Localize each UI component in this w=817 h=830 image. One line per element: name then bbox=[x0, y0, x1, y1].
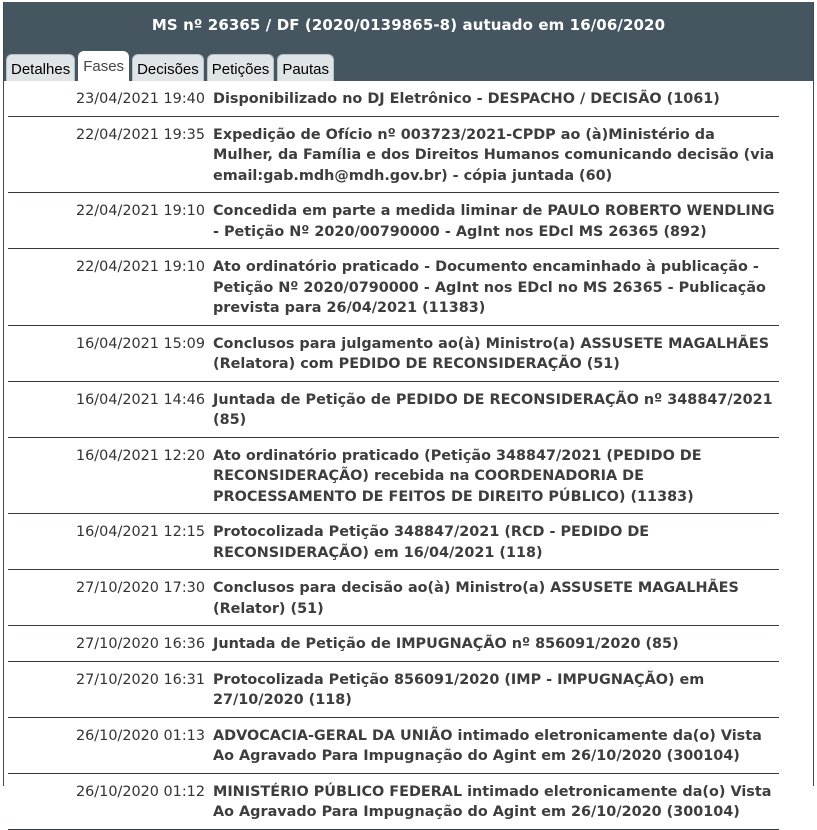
phase-row bbox=[8, 81, 779, 117]
phase-row bbox=[8, 774, 779, 830]
phase-row bbox=[8, 626, 779, 662]
phase-row bbox=[8, 326, 779, 382]
phase-description: Conclusos para decisão ao(à) Ministro(a) ASSUSETE MAGALHÃES (Relator) (51) bbox=[213, 580, 739, 617]
phase-row bbox=[8, 514, 779, 570]
phase-date: 16/04/2021 12:15 bbox=[76, 524, 205, 540]
phase-date: 22/04/2021 19:10 bbox=[76, 203, 205, 219]
phase-description: Ato ordinatório praticado - Documento encaminhado à publicação - Petição Nº 2020/0790000 - AgInt nos EDcl no MS 26365 - Publicação prevista para 26/04/2021 (11383) bbox=[213, 259, 766, 316]
tab-fases[interactable]: Fases bbox=[78, 51, 129, 81]
tab-peticoes[interactable]: Petições bbox=[207, 54, 275, 81]
phase-row bbox=[8, 249, 779, 326]
phase-date: 16/04/2021 15:09 bbox=[76, 335, 205, 352]
phase-date: 22/04/2021 19:35 bbox=[76, 126, 205, 143]
phase-date: 23/04/2021 19:40 bbox=[76, 91, 205, 107]
phase-description: Protocolizada Petição 856091/2020 (IMP - IMPUGNAÇÃO) em 27/10/2020 (118) bbox=[213, 671, 705, 708]
phase-description: Protocolizada Petição 348847/2021 (RCD - PEDIDO DE RECONSIDERAÇÃO) em 16/04/2021 (118) bbox=[213, 524, 650, 561]
phase-row bbox=[8, 662, 779, 718]
phase-date: 22/04/2021 19:10 bbox=[76, 259, 205, 275]
phase-date: 16/04/2021 12:20 bbox=[76, 447, 205, 464]
tab-pautas[interactable]: Pautas bbox=[277, 54, 334, 81]
tab-detalhes[interactable]: Detalhes bbox=[6, 54, 75, 81]
phase-date: 16/04/2021 14:46 bbox=[76, 391, 205, 408]
phase-description: Disponibilizado no DJ Eletrônico - DESPACHO / DECISÃO (1061) bbox=[213, 91, 720, 107]
phase-row bbox=[8, 570, 779, 626]
phase-date: 26/10/2020 01:12 bbox=[76, 783, 205, 800]
phase-description: MINISTÉRIO PÚBLICO FEDERAL intimado eletronicamente da(o) Vista Ao Agravado Para Impugnação do Agint em 26/10/2020 (300104) bbox=[213, 783, 772, 820]
process-panel bbox=[3, 2, 814, 820]
phase-row bbox=[8, 193, 779, 249]
phase-description: Juntada de Petição de PEDIDO DE RECONSIDERAÇÃO nº 348847/2021 (85) bbox=[213, 391, 773, 428]
phases-list bbox=[4, 81, 813, 830]
phase-date: 27/10/2020 16:36 bbox=[76, 636, 205, 652]
phase-description: Conclusos para julgamento ao(à) Ministro(a) ASSUSETE MAGALHÃES (Relatora) com PEDIDO DE RECONSIDERAÇÃO (51) bbox=[213, 335, 770, 372]
phase-date: 26/10/2020 01:13 bbox=[76, 727, 205, 744]
phase-row bbox=[8, 438, 779, 515]
phase-description: Juntada de Petição de IMPUGNAÇÃO nº 856091/2020 (85) bbox=[213, 636, 679, 652]
phase-date: 27/10/2020 17:30 bbox=[76, 580, 205, 596]
phase-description: Ato ordinatório praticado (Petição 348847/2021 (PEDIDO DE RECONSIDERAÇÃO) recebida na COORDENADORIA DE PROCESSAMENTO DE FEITOS DE DIREITO PÚBLICO) (11383) bbox=[213, 447, 702, 505]
process-header bbox=[4, 2, 813, 81]
phase-row bbox=[8, 117, 779, 194]
tab-bar bbox=[6, 51, 337, 81]
phase-date: 27/10/2020 16:31 bbox=[76, 671, 205, 688]
phase-description: ADVOCACIA-GERAL DA UNIÃO intimado eletronicamente da(o) Vista Ao Agravado Para Impugnação do Agint em 26/10/2020 (300104) bbox=[213, 727, 762, 764]
phase-description: Concedida em parte a medida liminar de PAULO ROBERTO WENDLING - Petição Nº 2020/00790000 - AgInt nos EDcl MS 26365 (892) bbox=[213, 203, 775, 240]
phase-row bbox=[8, 718, 779, 774]
phase-description: Expedição de Ofício nº 003723/2021-CPDP ao (à)Ministério da Mulher, da Família e dos Direitos Humanos comunicando decisão (via email:gab.mdh@mdh.gov.br) - cópia juntada (60) bbox=[213, 126, 775, 184]
process-title: MS nº 26365 / DF (2020/0139865-8) autuado em 16/06/2020 bbox=[151, 16, 666, 34]
tab-decisoes[interactable]: Decisões bbox=[132, 54, 204, 81]
phase-row bbox=[8, 382, 779, 438]
